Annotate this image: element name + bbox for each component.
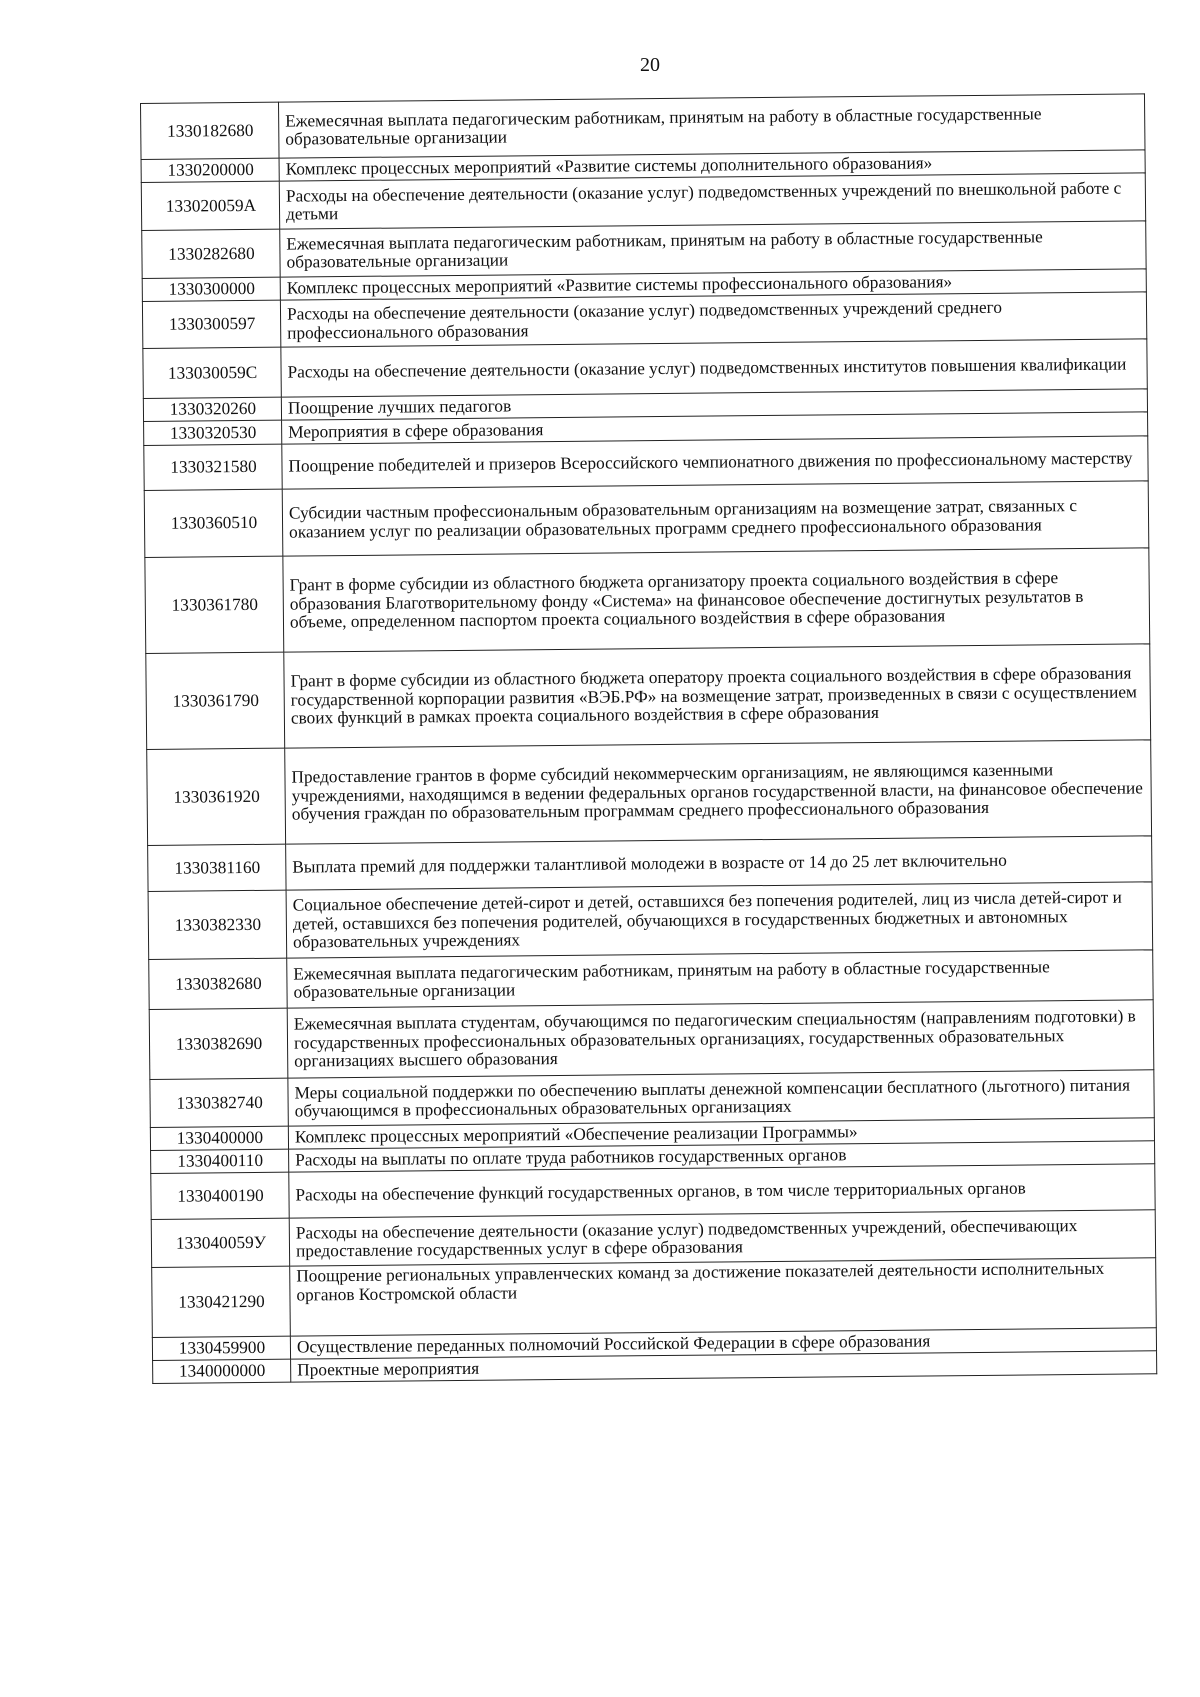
description-cell: Грант в форме субсидии из областного бюджета организатору проекта социального воздействия в сфере образования Благотворительному фонду «Система» на финансовое обеспечение достигнутых результатов в объеме, определенном паспортом проекта социального воздействия в сфере образования: [283, 548, 1150, 652]
budget-code-cell: 1330300597: [142, 300, 280, 348]
description-cell: Расходы на обеспечение деятельности (оказание услуг) подведомственных учреждений среднего профессионального образования: [280, 292, 1146, 347]
table-row: [144, 481, 1149, 558]
budget-code-cell: 133040059У: [151, 1218, 289, 1267]
table-row: [146, 644, 1151, 750]
budget-code-cell: 1330382330: [148, 890, 287, 959]
budget-code-cell: 1330361920: [147, 748, 286, 845]
budget-code-cell: 133030059С: [143, 347, 281, 398]
budget-code-cell: 1330182680: [141, 102, 280, 159]
description-cell: Выплата премий для поддержки талантливой молодежи в возрасте от 14 до 25 лет включительно: [286, 836, 1152, 890]
description-cell: Комплекс процессных мероприятий «Развитие системы дополнительного образования»: [279, 150, 1145, 181]
budget-code-cell: 1340000000: [153, 1359, 291, 1383]
budget-code-cell: 1330320530: [144, 420, 282, 445]
table-row: [147, 740, 1152, 846]
budget-code-cell: 1330361790: [146, 652, 285, 749]
table-row: [141, 94, 1145, 160]
budget-code-cell: 1330382690: [149, 1008, 288, 1079]
description-cell: Осуществление переданных полномочий Российской Федерации в сфере образования: [290, 1328, 1156, 1359]
table-body: [141, 94, 1157, 1384]
description-cell: Ежемесячная выплата педагогическим работникам, принятым на работу в областные государственные образовательные организации: [278, 94, 1144, 158]
description-cell: Комплекс процессных мероприятий «Обеспечение реализации Программы»: [288, 1118, 1154, 1149]
table-row: [152, 1258, 1157, 1338]
description-cell: Ежемесячная выплата педагогическим работникам, принятым на работу в областные государственные образовательные организации: [280, 221, 1146, 277]
budget-code-cell: 1330282680: [142, 229, 280, 278]
budget-code-cell: 1330400110: [151, 1149, 289, 1173]
description-cell: Расходы на обеспечение деятельности (оказание услуг) подведомственных учреждений по внешкольной работе с детьми: [279, 173, 1145, 229]
description-cell: Расходы на выплаты по оплате труда работников государственных органов: [289, 1141, 1155, 1172]
budget-code-cell: 1330382680: [149, 958, 287, 1009]
description-cell: Поощрение региональных управленческих команд за достижение показателей деятельности исполнительных органов Костромской области: [290, 1258, 1157, 1336]
budget-code-cell: 1330382740: [150, 1078, 288, 1127]
budget-code-cell: 1330381160: [148, 844, 286, 891]
description-cell: Проектные мероприятия: [291, 1351, 1157, 1382]
description-cell: Комплекс процессных мероприятий «Развитие системы профессионального образования»: [280, 269, 1146, 300]
description-cell: Меры социальной поддержки по обеспечению выплаты денежной компенсации бесплатного (льготного) питания обучающимся в профессиональных образовательных организациях: [288, 1070, 1154, 1126]
table-row: [148, 882, 1153, 960]
budget-code-cell: 1330361780: [145, 556, 284, 653]
budget-code-cell: 1330459900: [152, 1336, 290, 1360]
description-cell: Социальное обеспечение детей-сирот и детей, оставшихся без попечения родителей, лиц из числа детей-сирот и детей, оставшихся без попечения родителей, обучающихся в государственных бюджетных и автономных образовательных учреждениях: [286, 882, 1153, 958]
description-cell: Ежемесячная выплата студентам, обучающимся по педагогическим специальностям (направлениям подготовки) в государственных профессиональных образовательных организациях, государственных образовательных организациях высшего образования: [287, 1000, 1154, 1078]
budget-code-cell: 1330300000: [142, 277, 280, 301]
budget-code-cell: 1330321580: [144, 444, 282, 490]
budget-code-cell: 1330360510: [144, 489, 283, 557]
budget-code-cell: 1330200000: [141, 158, 279, 182]
table-row: [149, 1000, 1154, 1080]
budget-code-cell: 1330400190: [151, 1172, 289, 1219]
table-row: [145, 548, 1150, 654]
budget-code-cell: 1330320260: [143, 397, 281, 421]
description-cell: Грант в форме субсидии из областного бюджета оператору проекта социального воздействия в сфере образования государственной корпорации развития «ВЭБ.РФ» на возмещение затрат, произведенных в связи с осуществлением своих функций в рамках проекта социального воздействия в сфере образования: [284, 644, 1151, 748]
description-cell: Расходы на обеспечение деятельности (оказание услуг) подведомственных институтов повышения квалификации: [281, 339, 1147, 397]
description-cell: Поощрение лучших педагогов: [281, 389, 1147, 420]
description-cell: Мероприятия в сфере образования: [282, 412, 1148, 444]
page-number: 20: [640, 54, 660, 76]
description-cell: Поощрение победителей и призеров Всероссийского чемпионатного движения по профессиональному мастерству: [282, 436, 1148, 489]
description-cell: Субсидии частным профессиональным образовательным организациям на возмещение затрат, связанных с оказанием услуг по реализации образовательных программ среднего профессионального образования: [282, 481, 1149, 556]
budget-code-cell: 1330400000: [150, 1126, 288, 1150]
budget-code-cell: 133020059А: [141, 181, 279, 230]
budget-code-table: [140, 93, 1157, 1384]
description-cell: Предоставление грантов в форме субсидий некоммерческим организациям, не являющимся казенными учреждениями, находящимся в ведении федеральных органов государственной власти, на финансовое обеспечение обучения граждан по образовательным программам среднего профессионального образования: [285, 740, 1152, 844]
description-cell: Расходы на обеспечение функций государственных органов, в том числе территориальных органов: [289, 1164, 1155, 1218]
description-cell: Расходы на обеспечение деятельности (оказание услуг) подведомственных учреждений, обеспечивающих предоставление государственных услуг в сфере образования: [289, 1210, 1155, 1266]
description-cell: Ежемесячная выплата педагогическим работникам, принятым на работу в областные государственные образовательные организации: [287, 950, 1153, 1008]
budget-code-cell: 1330421290: [152, 1266, 291, 1337]
